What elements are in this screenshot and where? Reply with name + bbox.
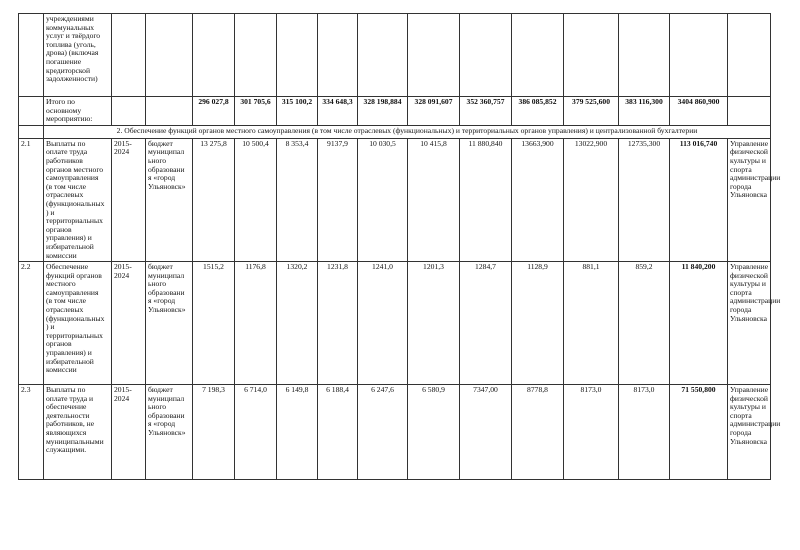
row-number: 2.2 xyxy=(19,262,44,385)
row-source: бюджет муниципал ьного образовани я «город Ульяновск» xyxy=(146,138,193,261)
value-cell: 1241,0 xyxy=(358,262,408,385)
row-description: Обеспечение функций органов местного самоуправления (в том числе отраслевых (функциональных ) и территориальных органов управления) и избирательной комиссии xyxy=(44,262,112,385)
value-cell: 13 275,8 xyxy=(193,138,235,261)
value-cell: 10 030,5 xyxy=(358,138,408,261)
table-row xyxy=(19,262,771,385)
value-cell: 334 648,3 xyxy=(318,97,358,126)
value-cell: 379 525,600 xyxy=(564,97,619,126)
total-cell: 3404 860,900 xyxy=(670,97,728,126)
value-cell: 6 188,4 xyxy=(318,385,358,480)
value-cell: 1201,3 xyxy=(408,262,460,385)
value-cell: 296 027,8 xyxy=(193,97,235,126)
table-row xyxy=(19,385,771,480)
value-cell: 328 198,884 xyxy=(358,97,408,126)
value-cell: 12735,300 xyxy=(619,138,670,261)
value-cell: 1515,2 xyxy=(193,262,235,385)
value-cell: 1284,7 xyxy=(460,262,512,385)
value-cell: 328 091,607 xyxy=(408,97,460,126)
value-cell: 6 714,0 xyxy=(235,385,277,480)
row-executor: Управление физической культуры и спорта администрации города Ульяновска xyxy=(728,262,771,385)
continuation-row xyxy=(19,14,771,97)
value-cell: 8 353,4 xyxy=(277,138,318,261)
row-executor: Управление физической культуры и спорта администрации города Ульяновска xyxy=(728,138,771,261)
row-description: учреждениями коммунальных услуг и твёрдого топлива (уголь, дрова) (включая погашение кредиторской задолженности) xyxy=(44,14,112,97)
value-cell: 13663,900 xyxy=(512,138,564,261)
value-cell: 301 705,6 xyxy=(235,97,277,126)
value-cell: 8173,0 xyxy=(564,385,619,480)
row-source: бюджет муниципал ьного образовани я «город Ульяновск» xyxy=(146,385,193,480)
row-description: Выплаты по оплате труда работников органов местного самоуправления (в том числе отраслевых (функциональных ) и территориальных органов управления) и избирательной комиссии xyxy=(44,138,112,261)
value-cell: 10 415,8 xyxy=(408,138,460,261)
row-period: 2015- 2024 xyxy=(112,138,146,261)
total-cell: 113 016,740 xyxy=(670,138,728,261)
value-cell: 6 247,6 xyxy=(358,385,408,480)
value-cell: 8778,8 xyxy=(512,385,564,480)
value-cell: 13022,900 xyxy=(564,138,619,261)
row-number: 2.3 xyxy=(19,385,44,480)
total-label: Итого по основному мероприятию: xyxy=(44,97,112,126)
value-cell: 1128,9 xyxy=(512,262,564,385)
value-cell: 1176,8 xyxy=(235,262,277,385)
row-description: Выплаты по оплате труда и обеспечение деятельности работников, не являющихся муниципальными служащими. xyxy=(44,385,112,480)
section-header-row xyxy=(19,125,771,138)
value-cell: 386 085,852 xyxy=(512,97,564,126)
value-cell: 6 149,8 xyxy=(277,385,318,480)
total-row xyxy=(19,97,771,126)
section-header: 2. Обеспечение функций органов местного самоуправления (в том числе отраслевых (функциональных) и территориальных органов управления) и централизованной бухгалтерии xyxy=(44,125,771,138)
total-cell: 11 840,200 xyxy=(670,262,728,385)
value-cell: 352 360,757 xyxy=(460,97,512,126)
value-cell: 7 198,3 xyxy=(193,385,235,480)
value-cell: 1231,8 xyxy=(318,262,358,385)
total-cell: 71 550,800 xyxy=(670,385,728,480)
row-number: 2.1 xyxy=(19,138,44,261)
value-cell: 9137,9 xyxy=(318,138,358,261)
value-cell: 11 880,840 xyxy=(460,138,512,261)
program-table xyxy=(18,13,781,480)
table-row xyxy=(19,138,771,261)
value-cell: 383 116,300 xyxy=(619,97,670,126)
row-source: бюджет муниципал ьного образовани я «город Ульяновск» xyxy=(146,262,193,385)
value-cell: 6 580,9 xyxy=(408,385,460,480)
row-period: 2015- 2024 xyxy=(112,262,146,385)
row-executor: Управление физической культуры и спорта администрации города Ульяновска xyxy=(728,385,771,480)
value-cell: 7347,00 xyxy=(460,385,512,480)
value-cell: 8173,0 xyxy=(619,385,670,480)
value-cell: 859,2 xyxy=(619,262,670,385)
value-cell: 315 100,2 xyxy=(277,97,318,126)
row-number-cell xyxy=(19,14,44,97)
value-cell: 1320,2 xyxy=(277,262,318,385)
value-cell: 10 500,4 xyxy=(235,138,277,261)
row-period: 2015- 2024 xyxy=(112,385,146,480)
value-cell: 881,1 xyxy=(564,262,619,385)
